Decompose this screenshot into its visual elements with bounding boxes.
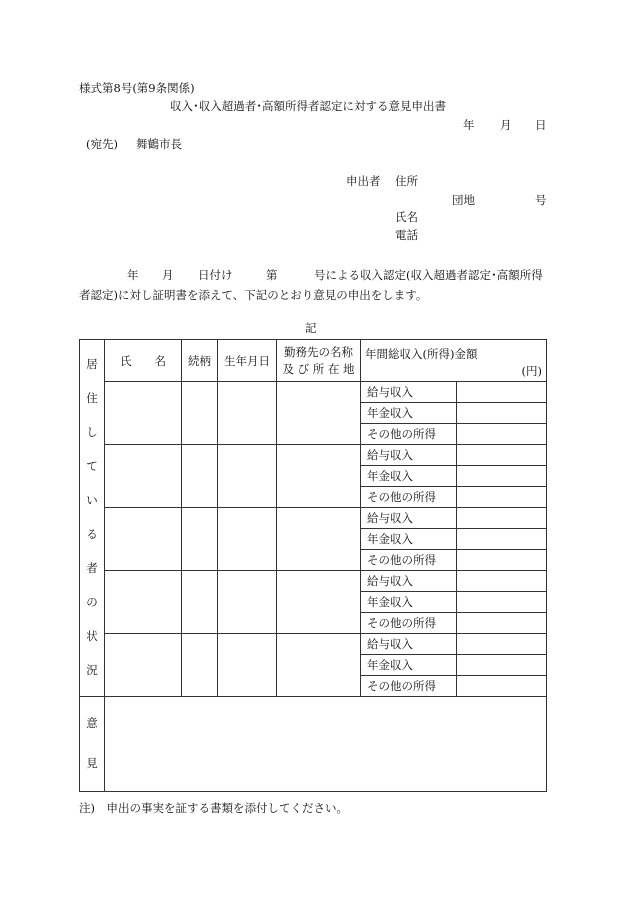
workplace-cell[interactable] <box>277 382 361 445</box>
header-row <box>80 340 547 382</box>
income-amount-cell[interactable] <box>457 466 547 487</box>
header-workplace-line2: 及 び 所 在 地 <box>282 361 355 376</box>
workplace-cell[interactable] <box>277 445 361 508</box>
status-table <box>79 339 547 792</box>
date-year: 年 <box>463 118 475 132</box>
danchi-label: 団地 <box>452 193 475 207</box>
go-label: 号 <box>535 193 547 207</box>
address-label: 住所 <box>395 174 418 188</box>
income-type-label: 年金収入 <box>361 466 457 487</box>
opinion-text-area[interactable] <box>105 697 547 792</box>
side-label-char: 状 <box>86 629 98 644</box>
side-label-char: る <box>86 527 98 542</box>
body-line-1-part: 第 <box>266 268 278 282</box>
income-type-label: その他の所得 <box>361 676 457 697</box>
income-type-label: 給与収入 <box>361 508 457 529</box>
income-type-label: 給与収入 <box>361 634 457 655</box>
name-cell[interactable] <box>105 508 182 571</box>
income-amount-cell[interactable] <box>457 634 547 655</box>
income-type-label: 年金収入 <box>361 403 457 424</box>
header-income <box>361 340 547 382</box>
income-amount-cell[interactable] <box>457 529 547 550</box>
relation-cell[interactable] <box>182 508 218 571</box>
name-cell[interactable] <box>105 445 182 508</box>
income-type-label: 給与収入 <box>361 445 457 466</box>
workplace-cell[interactable] <box>277 508 361 571</box>
side-label-char: い <box>86 493 98 508</box>
income-type-label: その他の所得 <box>361 613 457 634</box>
phone-label: 電話 <box>395 228 418 242</box>
table-row <box>80 508 547 529</box>
body-line-1-part: 月 <box>162 268 174 282</box>
income-amount-cell[interactable] <box>457 571 547 592</box>
income-amount-cell[interactable] <box>457 550 547 571</box>
side-label-char: 況 <box>86 663 98 678</box>
header-workplace <box>277 340 361 382</box>
workplace-cell[interactable] <box>277 571 361 634</box>
body-line-1-part: 年 <box>127 268 139 282</box>
table-row <box>80 382 547 403</box>
header-relation: 続柄 <box>182 340 218 382</box>
header-birthdate: 生年月日 <box>218 340 277 382</box>
side-label-char: の <box>86 595 98 610</box>
addressee-label: (宛先) <box>86 137 118 151</box>
opinion-row <box>80 697 547 792</box>
income-type-label: 年金収入 <box>361 529 457 550</box>
name-cell[interactable] <box>105 571 182 634</box>
form-title: 収入･収入超過者･高額所得者認定に対する意見申出書 <box>170 99 446 113</box>
income-amount-cell[interactable] <box>457 382 547 403</box>
birthdate-cell[interactable] <box>218 508 277 571</box>
form-number: 様式第8号(第9条関係) <box>79 81 195 95</box>
relation-cell[interactable] <box>182 634 218 697</box>
income-type-label: 給与収入 <box>361 382 457 403</box>
workplace-cell[interactable] <box>277 634 361 697</box>
residents-status-label <box>80 340 105 697</box>
name-label: 氏名 <box>395 210 418 224</box>
body-line-1-part: 号による収入認定(収入超過者認定･高額所得 <box>314 268 543 282</box>
side-label-char: 居 <box>86 357 98 372</box>
income-type-label: その他の所得 <box>361 487 457 508</box>
table-row <box>80 634 547 655</box>
name-cell[interactable] <box>105 634 182 697</box>
addressee-name: 舞鶴市長 <box>136 137 182 151</box>
income-amount-cell[interactable] <box>457 487 547 508</box>
relation-cell[interactable] <box>182 445 218 508</box>
opinion-label-char: 見 <box>86 756 98 771</box>
header-yen-unit: (円) <box>521 364 543 379</box>
body-line-1-part: 日付け <box>198 268 233 282</box>
income-amount-cell[interactable] <box>457 655 547 676</box>
income-amount-cell[interactable] <box>457 445 547 466</box>
birthdate-cell[interactable] <box>218 382 277 445</box>
table-row <box>80 571 547 592</box>
income-type-label: 年金収入 <box>361 592 457 613</box>
income-amount-cell[interactable] <box>457 424 547 445</box>
name-cell[interactable] <box>105 382 182 445</box>
opinion-label-char: 意 <box>86 716 98 731</box>
relation-cell[interactable] <box>182 571 218 634</box>
applicant-label: 申出者 <box>346 174 381 188</box>
ki-label: 記 <box>305 321 317 335</box>
income-amount-cell[interactable] <box>457 613 547 634</box>
income-type-label: その他の所得 <box>361 424 457 445</box>
date-day: 日 <box>535 118 547 132</box>
date-month: 月 <box>500 118 512 132</box>
footnote: 注) 申出の事実を証する書類を添付してください。 <box>79 801 348 815</box>
header-workplace-line1: 勤務先の名称 <box>284 344 353 359</box>
birthdate-cell[interactable] <box>218 445 277 508</box>
table-row <box>80 445 547 466</box>
income-type-label: その他の所得 <box>361 550 457 571</box>
header-name: 氏 名 <box>105 340 182 382</box>
side-label-char: て <box>86 459 98 474</box>
opinion-label <box>80 697 105 792</box>
birthdate-cell[interactable] <box>218 634 277 697</box>
income-type-label: 年金収入 <box>361 655 457 676</box>
side-label-char: し <box>86 425 98 440</box>
income-amount-cell[interactable] <box>457 508 547 529</box>
income-type-label: 給与収入 <box>361 571 457 592</box>
body-line-2: 者認定)に対し証明書を添えて、下記のとおり意見の申出をします。 <box>79 288 428 302</box>
income-amount-cell[interactable] <box>457 592 547 613</box>
header-income-label: 年間総収入(所得)金額 <box>365 347 478 361</box>
side-label-char: 住 <box>86 391 98 406</box>
income-amount-cell[interactable] <box>457 403 547 424</box>
birthdate-cell[interactable] <box>218 571 277 634</box>
relation-cell[interactable] <box>182 382 218 445</box>
income-amount-cell[interactable] <box>457 676 547 697</box>
side-label-char: 者 <box>86 561 98 576</box>
